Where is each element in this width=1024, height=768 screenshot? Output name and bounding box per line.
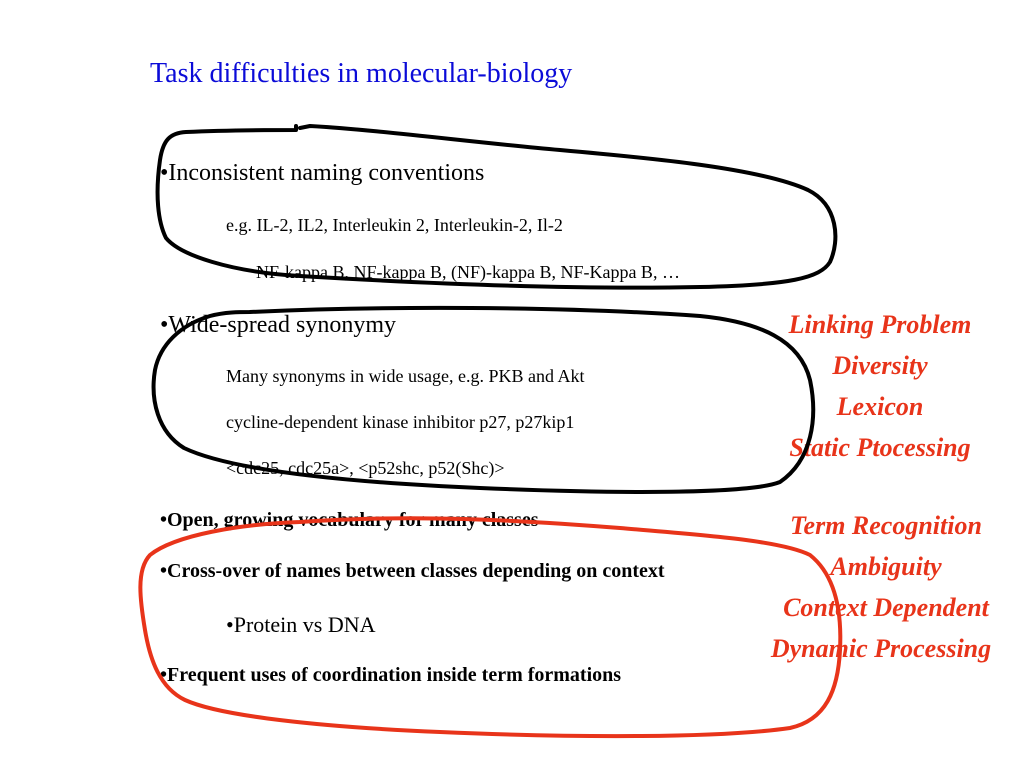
annotation-lexicon: Lexicon [836,392,924,421]
bullet-inconsistent-naming: •Inconsistent naming conventions [160,160,485,186]
annotation-dynamic-processing: Dynamic Processing [770,634,992,663]
annotation-context-dependent: Context Dependent [783,593,989,622]
example-cdc25: <cdc25, cdc25a>, <p52shc, p52(Shc)> [226,458,505,478]
annotation-term-recognition: Term Recognition [790,511,982,540]
example-pkb-akt: Many synonyms in wide usage, e.g. PKB and Akt [226,366,585,386]
annotation-static-processing: Static Ptocessing [789,433,971,462]
example-il2: e.g. IL-2, IL2, Interleukin 2, Interleukin-2, Il-2 [226,215,563,235]
annotation-ambiguity: Ambiguity [830,552,942,581]
example-p27: cycline-dependent kinase inhibitor p27, p27kip1 [226,412,575,432]
annotation-diversity: Diversity [832,351,928,380]
bullet-cross-over: •Cross-over of names between classes depending on context [160,560,665,582]
example-nf-kappa: NF-kappa B, NF-kappa B, (NF)-kappa B, NF-Kappa B, … [256,262,680,282]
bullet-coordination: •Frequent uses of coordination inside term formations [160,664,622,686]
annotation-linking-problem: Linking Problem [788,310,972,339]
bullet-open-vocabulary: •Open, growing vocabulary for many classes [160,509,539,531]
bullet-synonymy: •Wide-spread synonymy [160,312,397,338]
slide-title: Task difficulties in molecular-biology [150,58,573,89]
sub-bullet-protein-vs-dna: •Protein vs DNA [226,612,376,637]
